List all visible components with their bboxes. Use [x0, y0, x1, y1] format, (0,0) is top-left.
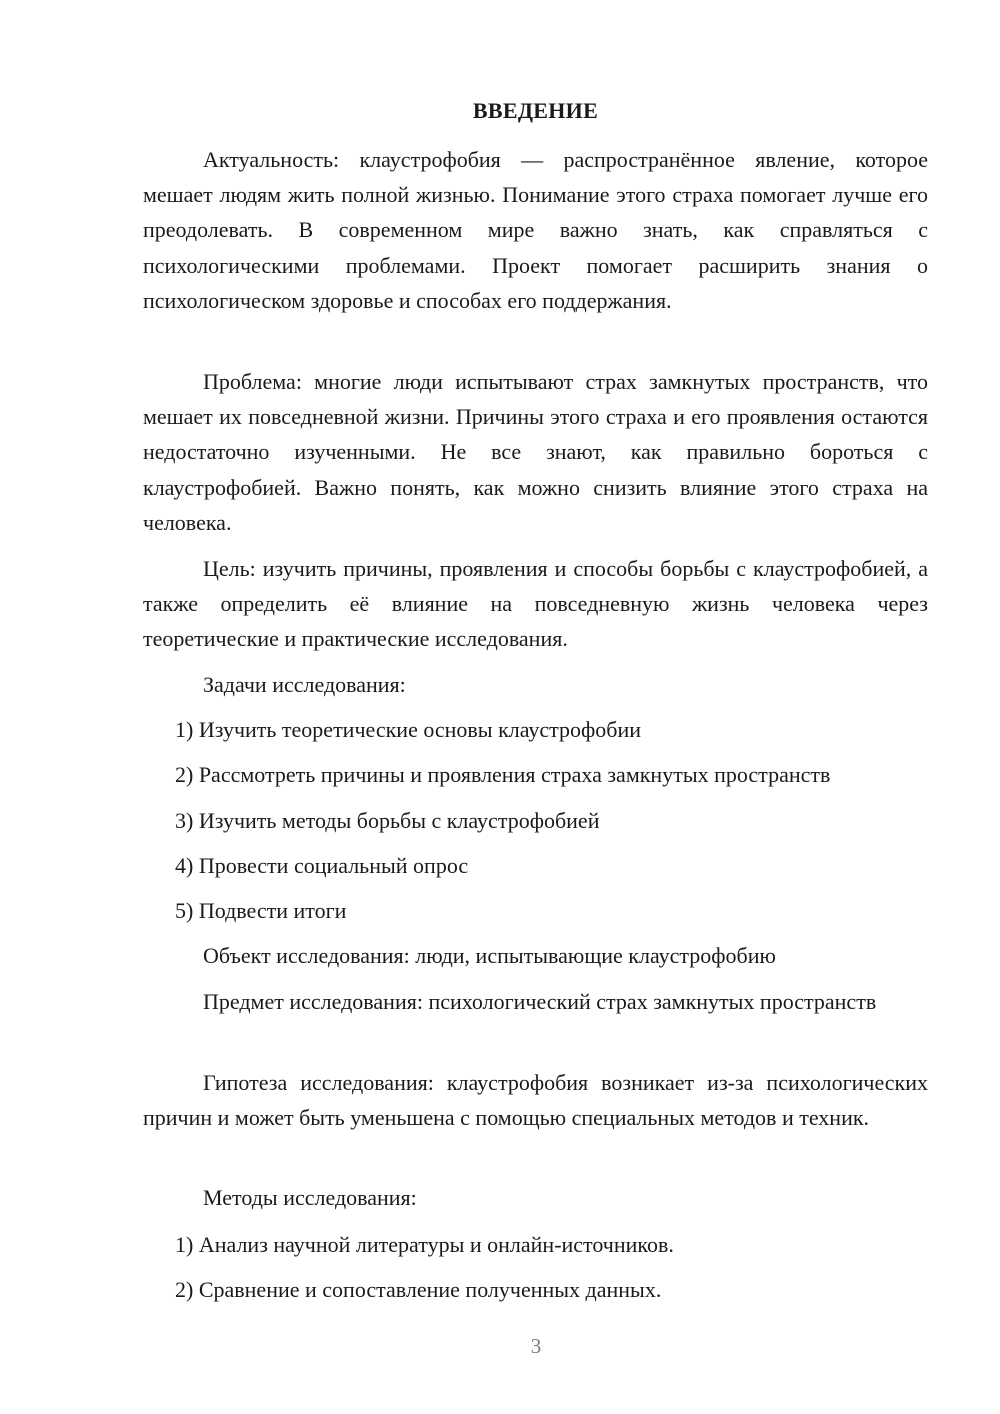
object-paragraph: Объект исследования: люди, испытывающие клаустрофобию — [203, 943, 776, 968]
task-item: 3) Изучить методы борьбы с клаустрофобией — [175, 808, 600, 833]
task-item: 1) Изучить теоретические основы клаустрофобии — [175, 717, 642, 742]
task-item: 2) Рассмотреть причины и проявления страха замкнутых пространств — [175, 762, 831, 787]
method-item: 1) Анализ научной литературы и онлайн-источников. — [175, 1232, 674, 1257]
methods-heading: Методы исследования: — [203, 1185, 417, 1210]
task-item: 5) Подвести итоги — [175, 898, 347, 923]
problem-paragraph: Проблема: многие люди испытывают страх замкнутых пространств, что мешает их повседневной жизни. Причины этого страха и его проявления остаются недостаточно изученными. Не все знают, как правильно бороться с клаустрофобией. Важно понять, как можно снизить влияние этого страха на человека. — [143, 369, 928, 535]
hypothesis-paragraph: Гипотеза исследования: клаустрофобия возникает из-за психологических причин и может быть уменьшена с помощью специальных методов и техник. — [143, 1070, 928, 1131]
tasks-heading: Задачи исследования: — [203, 672, 406, 697]
page-number: 3 — [530, 1334, 542, 1358]
goal-paragraph: Цель: изучить причины, проявления и способы борьбы с клаустрофобией, а также определить её влияние на повседневную жизнь человека через теоретические и практические исследования. — [143, 556, 928, 652]
page-title: ВВЕДЕНИЕ — [472, 98, 599, 123]
relevance-paragraph: Актуальность: клаустрофобия — распространённое явление, которое мешает людям жить полной жизнью. Понимание этого страха помогает лучше его преодолевать. В современном мире важно знать, как справляться с психологическими проблемами. Проект помогает расширить знания о психологическом здоровье и способах его поддержания. — [143, 147, 928, 313]
task-item: 4) Провести социальный опрос — [175, 853, 469, 878]
method-item: 2) Сравнение и сопоставление полученных данных. — [175, 1277, 662, 1302]
subject-paragraph: Предмет исследования: психологический страх замкнутых пространств — [203, 989, 877, 1014]
